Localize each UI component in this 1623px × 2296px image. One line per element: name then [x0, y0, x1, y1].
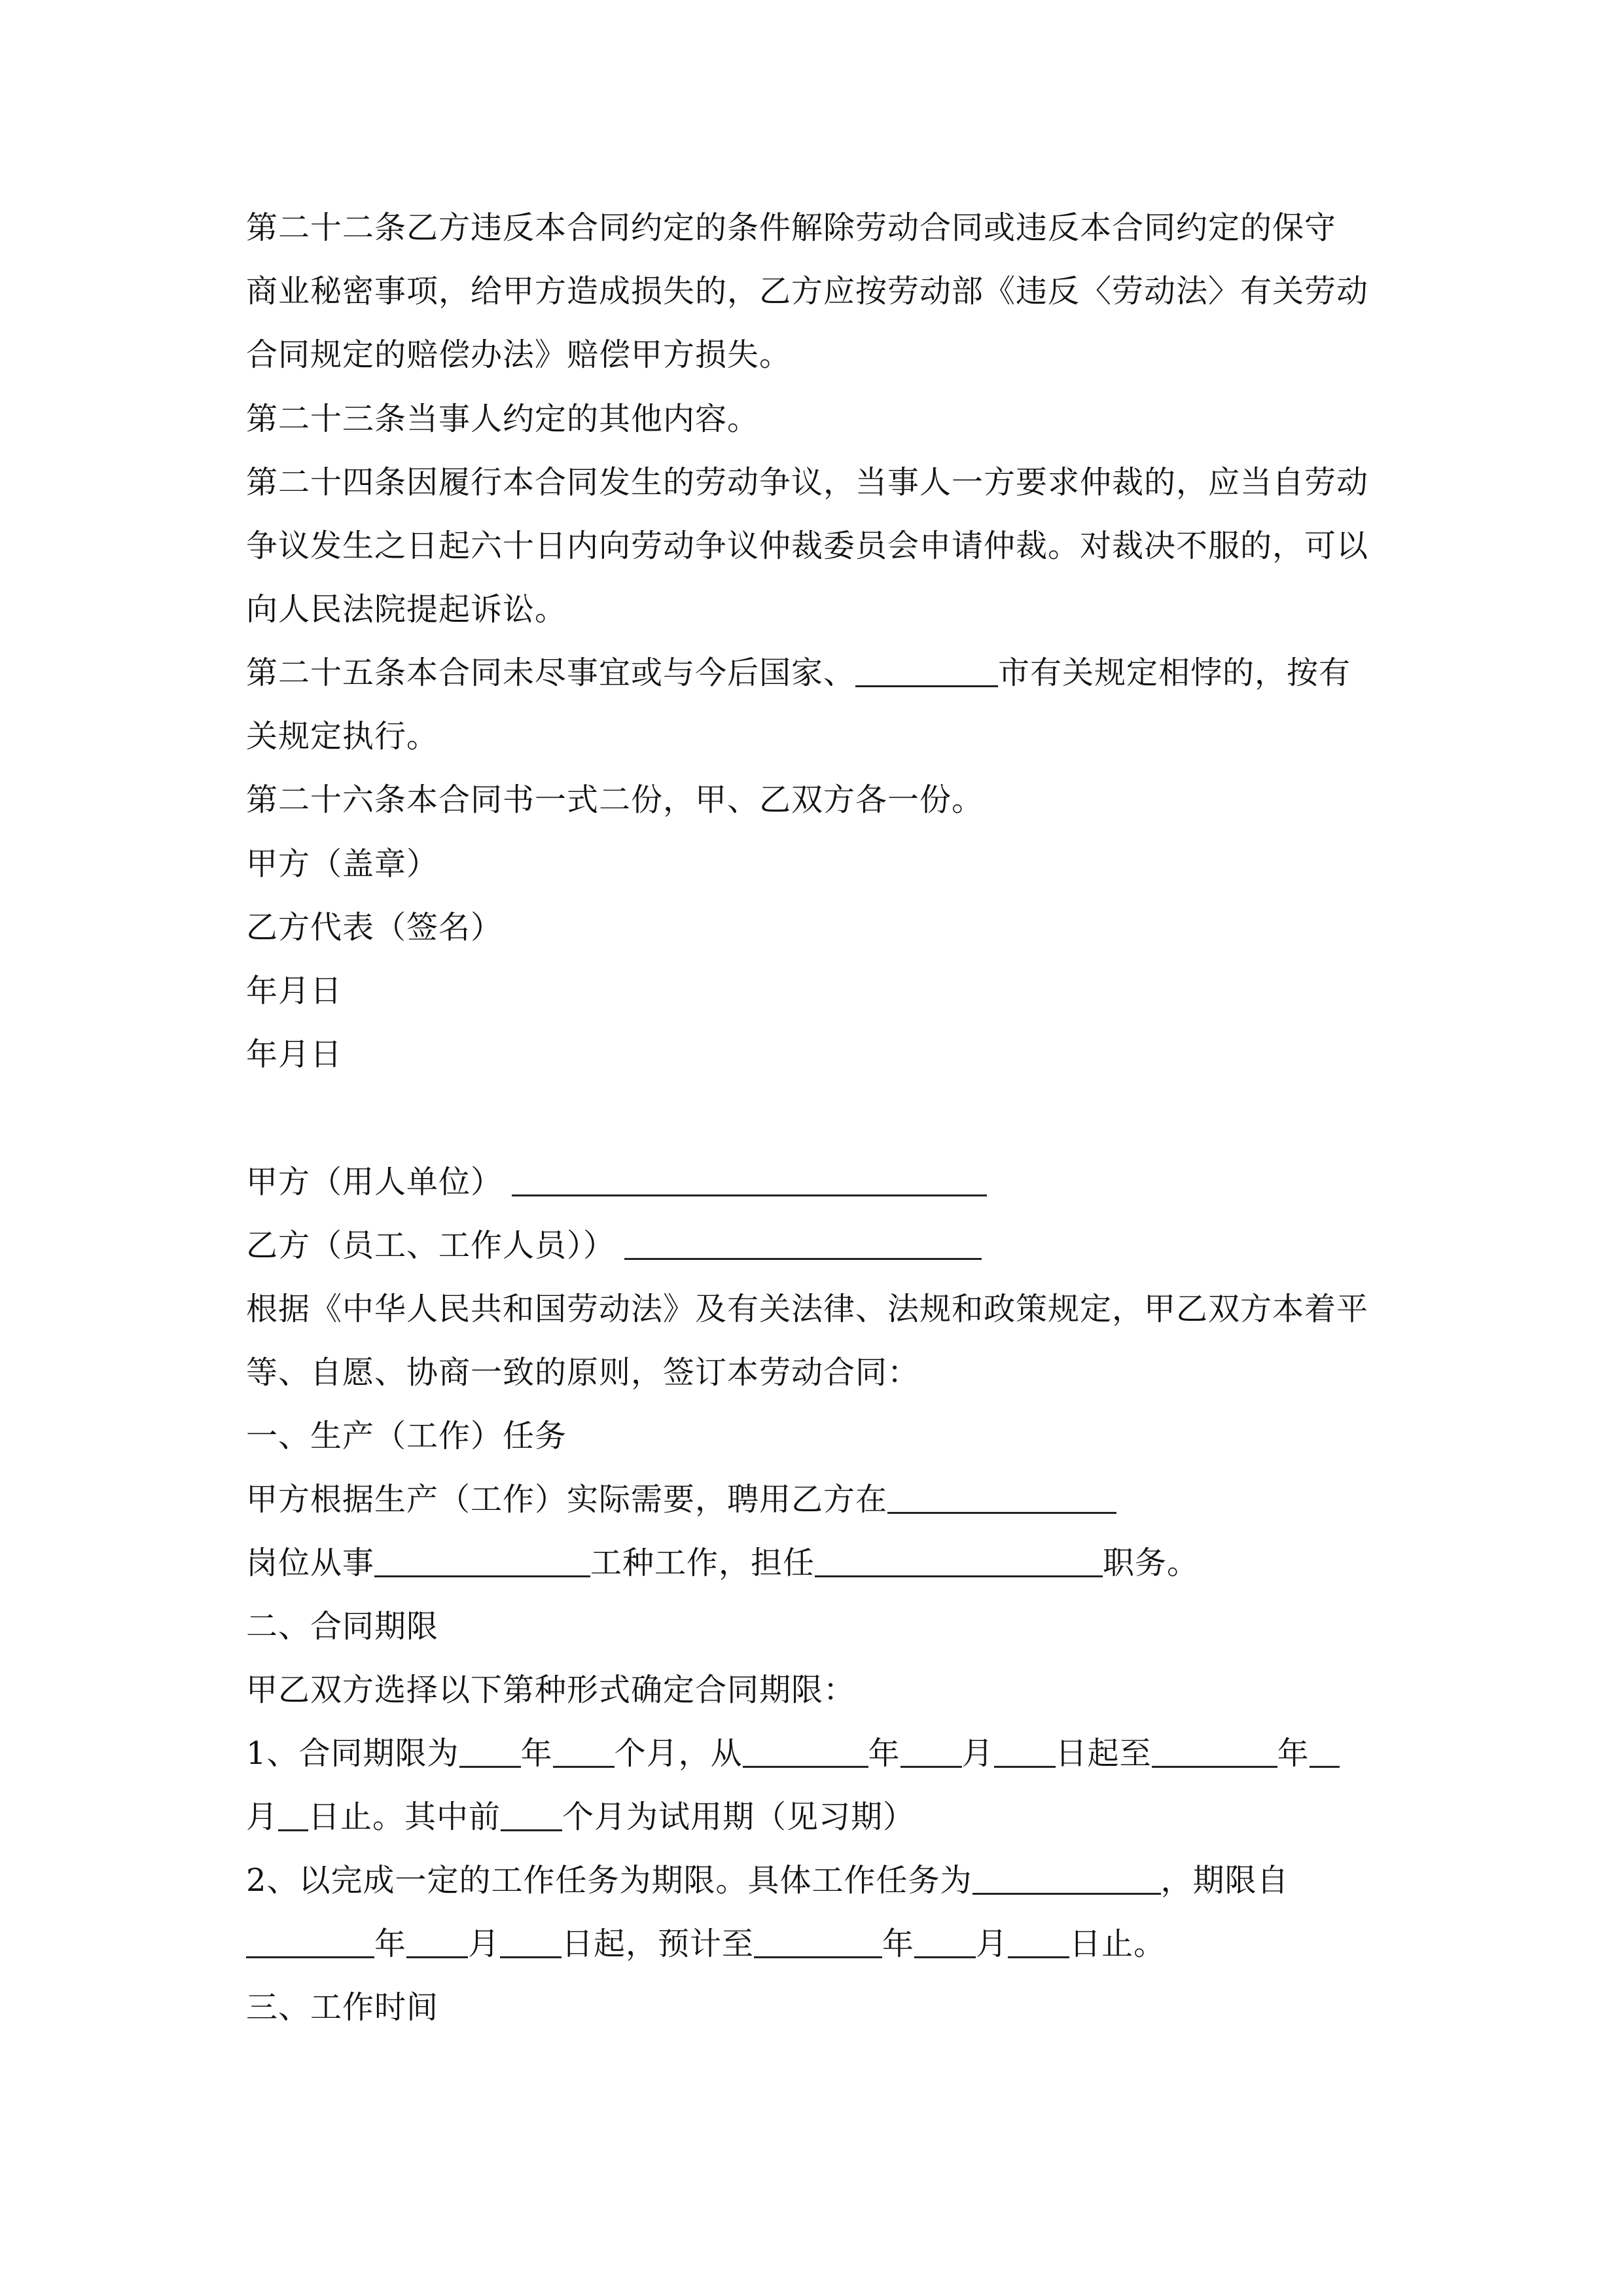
section-1-line-1	[246, 1480, 1116, 1519]
start-year-blank	[743, 1737, 868, 1768]
term-text: 个月，从	[614, 1735, 743, 1772]
date-line-2: 年月日	[246, 1036, 343, 1073]
years-blank	[459, 1737, 521, 1768]
section-1-line-2	[246, 1543, 1199, 1583]
to-day-blank	[1008, 1928, 1069, 1958]
term-text: 月	[976, 1926, 1008, 1962]
term-text: 日起至	[1055, 1735, 1152, 1772]
party-b-employee-label: 乙方（员工、工作人员））	[246, 1227, 616, 1264]
article-24-line-3: 向人民法院提起诉讼。	[246, 591, 567, 628]
term-text: 日起，预计至	[562, 1926, 755, 1962]
preamble-line-2: 等、自愿、协商一致的原则，签订本劳动合同：	[246, 1354, 920, 1391]
article-25-line-1	[246, 653, 1351, 692]
to-year-blank	[754, 1928, 882, 1958]
section-2-intro: 甲乙双方选择以下第种形式确定合同期限：	[246, 1672, 856, 1708]
term-text: 月	[961, 1735, 994, 1772]
article-22-line-2: 商业秘密事项，给甲方造成损失的，乙方应按劳动部《违反〈劳动法〉有关劳动	[246, 273, 1369, 310]
party-a-employer-line	[246, 1162, 987, 1202]
employee-name-blank	[624, 1229, 982, 1260]
start-month-blank	[901, 1737, 962, 1768]
term-item-2-line-2	[246, 1924, 1166, 1964]
term-text: 年	[868, 1735, 901, 1772]
section-1-text-c: 工种工作，担任	[590, 1545, 815, 1581]
article-24-line-2: 争议发生之日起六十日内向劳动争议仲裁委员会申请仲裁。对裁决不服的，可以	[246, 528, 1369, 564]
party-a-employer-label: 甲方（用人单位）	[246, 1164, 503, 1200]
article-24-line-1: 第二十四条因履行本合同发生的劳动争议，当事人一方要求仲裁的，应当自劳动	[246, 464, 1369, 501]
article-22-line-3: 合同规定的赔偿办法》赔偿甲方损失。	[246, 336, 792, 373]
probation-months-blank	[501, 1801, 562, 1831]
from-month-blank	[406, 1928, 468, 1958]
term-text: 年	[374, 1926, 407, 1962]
job-post-blank	[374, 1547, 590, 1577]
article-23: 第二十三条当事人约定的其他内容。	[246, 401, 760, 437]
term-text: 日止。	[1069, 1926, 1166, 1962]
end-month-blank	[1310, 1737, 1340, 1768]
job-title-blank	[815, 1547, 1103, 1577]
party-a-seal: 甲方（盖章）	[246, 846, 439, 882]
section-1-text-d: 职务。	[1103, 1545, 1200, 1581]
term-text: 个月为试用期（见习期）	[562, 1799, 916, 1835]
article-25-text-a: 第二十五条本合同未尽事宜或与今后国家、	[246, 655, 856, 691]
term-text: 月	[468, 1926, 501, 1962]
term-text: 年	[882, 1926, 915, 1962]
term-text: ，期限自	[1160, 1862, 1289, 1899]
term-item-1-line-2	[246, 1797, 915, 1837]
employer-name-blank	[512, 1166, 987, 1196]
term-item-1-line-1	[246, 1734, 1340, 1773]
term-item-2-line-1	[246, 1861, 1289, 1900]
term-text: 年	[1277, 1735, 1310, 1772]
section-2-heading: 二、合同期限	[246, 1608, 439, 1645]
term-text: 1、合同期限为	[246, 1735, 459, 1772]
article-25-text-b: 市有关规定相悖的，按有	[998, 655, 1351, 691]
preamble-line-1: 根据《中华人民共和国劳动法》及有关法律、法规和政策规定，甲乙双方本着平	[246, 1291, 1369, 1327]
end-year-blank	[1152, 1737, 1277, 1768]
article-25-line-2: 关规定执行。	[246, 718, 439, 755]
from-day-blank	[500, 1928, 562, 1958]
section-1-text-a: 甲方根据生产（工作）实际需要，聘用乙方在	[246, 1481, 888, 1518]
workplace-blank	[887, 1483, 1116, 1514]
months-blank	[553, 1737, 615, 1768]
task-blank	[972, 1864, 1161, 1895]
section-1-text-b: 岗位从事	[246, 1545, 375, 1581]
article-22-line-1: 第二十二条乙方违反本合同约定的条件解除劳动合同或违反本合同约定的保守	[246, 209, 1337, 246]
term-text: 月	[246, 1799, 279, 1835]
section-3-heading: 三、工作时间	[246, 1989, 439, 2026]
section-1-heading: 一、生产（工作）任务	[246, 1418, 567, 1454]
to-month-blank	[914, 1928, 976, 1958]
from-year-blank	[246, 1928, 374, 1958]
article-26: 第二十六条本合同书一式二份，甲、乙双方各一份。	[246, 781, 984, 818]
term-text: 2、以完成一定的工作任务为期限。具体工作任务为	[246, 1862, 972, 1899]
term-text: 年	[520, 1735, 553, 1772]
party-b-signature: 乙方代表（签名）	[246, 909, 503, 946]
start-day-blank	[994, 1737, 1056, 1768]
party-b-employee-line	[246, 1226, 982, 1265]
term-text: 日止。其中前	[308, 1799, 501, 1835]
end-day-blank	[278, 1801, 308, 1831]
city-blank	[855, 656, 998, 687]
date-line-1: 年月日	[246, 973, 343, 1009]
